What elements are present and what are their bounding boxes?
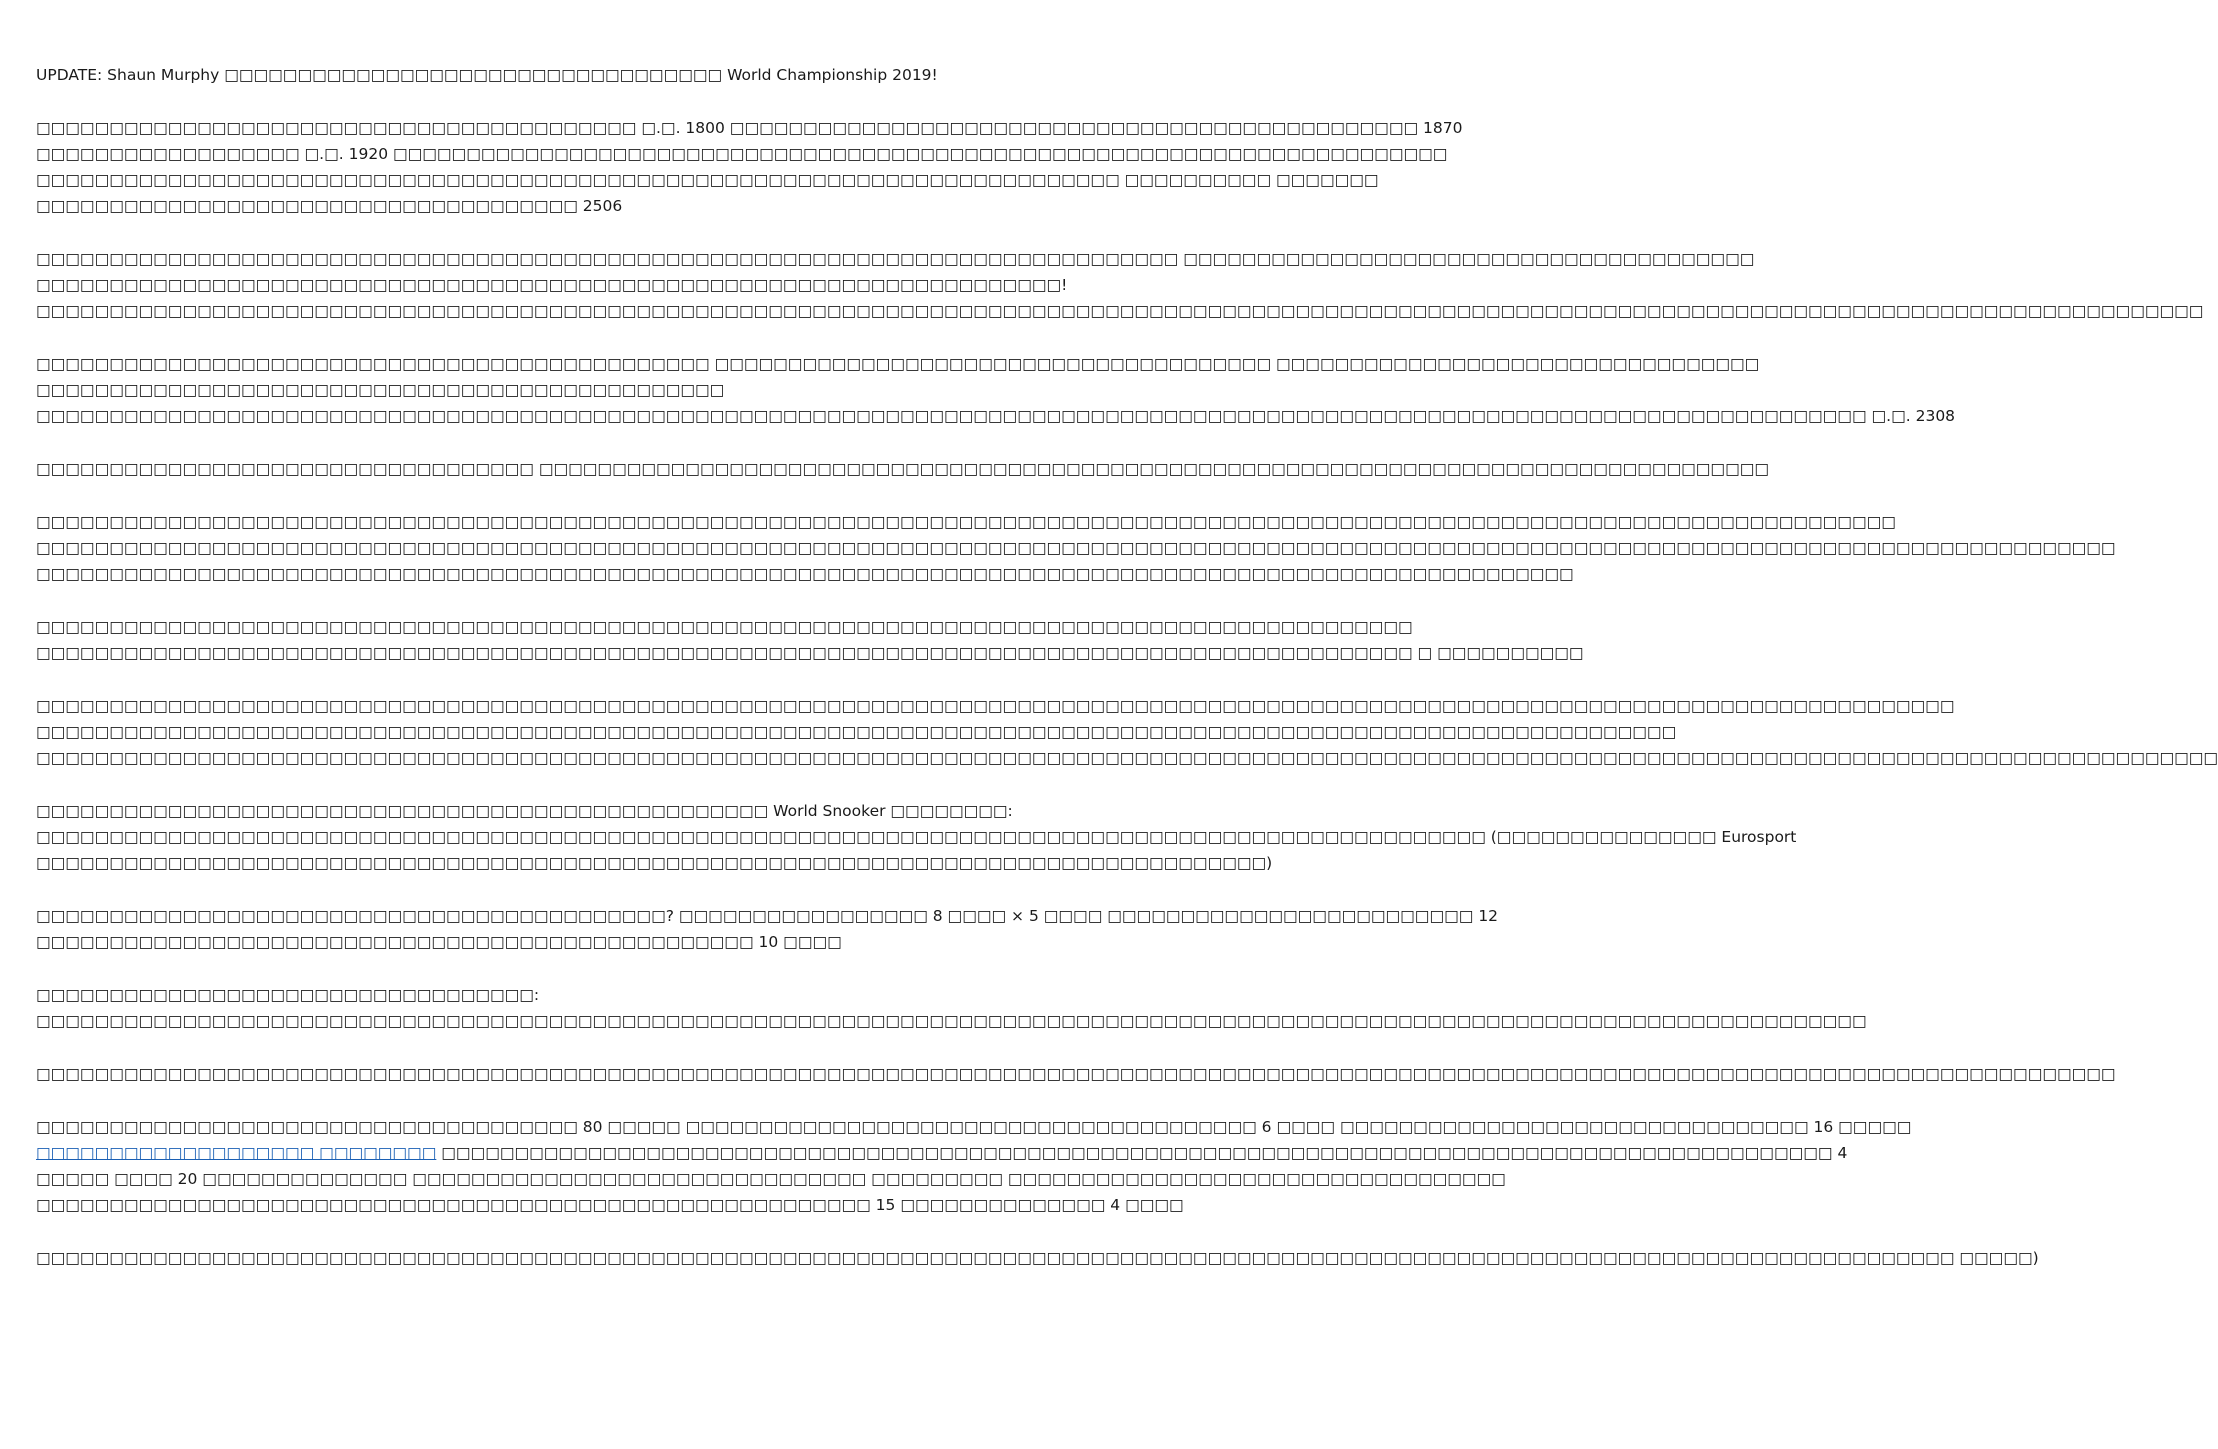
- text-line: □□□□□□□□□□□□□□□□□□□□□□□□□□□□□□□□□□□□□□□□□□□□□□□□□□□□□□□□□□□□□□□□□□□□□□□□□□ □□□□□□□□□□ □□□□□□□: [36, 171, 1379, 189]
- paragraph: [36, 246, 2204, 324]
- text-line: □□□□□□□□□□□□□□□□□□□□□□□□□□□□□□□□□□□□□□□□□□□□□□□□□□□□□□□□□□□□□□□□□□□□□□□□□□□□□□□□□□□□□□□□□□□□□□□□□□□□□□□□□□□□□□□□□□□□□□□□□□□□□: [36, 1012, 1867, 1030]
- text-line: □□□□□□□□□□□□□□□□□□□□□□□□□□□□□□□□□□□□□□□□□□□□□□□□□□□□□□□□□□□□□□□□□□□□□□□□□□□□□□□□□□□□): [36, 854, 1273, 872]
- text-segment: □□□□□ □□□□ 20 □□□□□□□□□□□□□□ □□□□□□□□□□□□□□□□□□□□□□□□□□□□□□□ □□□□□□□□□ □□□□□□□□□□□□□□□□□□□□□□□□□□□□□□□□□□: [36, 1170, 1506, 1188]
- text-segment: □□□□□□□□□□□□□□□□□□□□□□□□□□□□□□□□□□□□□ 80 □□□□□ □□□□□□□□□□□□□□□□□□□□□□□□□□□□□□□□□□□□□□□ 6 □□□□ □□□□□□□□□□□□□□□□□□□□□□□□□□□□□□□□ 16 □□□□□: [36, 1118, 1912, 1136]
- text-line: □□□□□□□□□□□□□□□□□□□□□□□□□□□□□□□□□□□□□□□□□□□□□□□□□□□□□□□□□□□□□□□□□□□□□□□□□□□□□□□□□□□□□□□□□□□□□□□□□□□□□□□□□□□□□□□□□□□□□□□□□□□□□□□: [36, 513, 1896, 531]
- text-line: □□□□□□□□□□□□□□□□□□□□□□□□□□□□□□□□□□□□□□□□□ □.□. 1800 □□□□□□□□□□□□□□□□□□□□□□□□□□□□□□□□□□□□□□□□□□□□□□□ 1870: [36, 119, 1463, 137]
- text-segment: □□□□□□□□□□□□□□□□□□□□□□□□□□□□□□□□□□□□□□□□□□□□□□□□□□□□□□□□□ 15 □□□□□□□□□□□□□□ 4 □□□□: [36, 1196, 1184, 1214]
- paragraph: [36, 1114, 1912, 1218]
- paragraph: [36, 1245, 2039, 1271]
- text-line: □□□□□□□□□□□□□□□□□□□□□□□□□□□□□□□□□□□□□□□□□□□□□□□□□□□□□□□□□□□□□□□□□□□□□□□□□□□□□□□□□□□□□□□□□□□□□□□□□□□□□□□□□□□□□□□□□□□□□□□□□□□□□□□□□□□: [36, 697, 1955, 715]
- paragraph: [36, 982, 1867, 1034]
- text-line: □□□□□□□□□□□□□□□□□□□□□□□□□□□□□□□□□□ □□□□□□□□□□□□□□□□□□□□□□□□□□□□□□□□□□□□□□□□□□□□□□□□□□□□□□□□□□□□□□□□□□□□□□□□□□□□□□□□□□□□: [36, 460, 1770, 478]
- text-line: □□□□□□□□□□□□□□□□□□□□□□□□□□□□□□□□□□□□□□□□□□□□□□□: [36, 381, 725, 399]
- text-line: UPDATE: Shaun Murphy □□□□□□□□□□□□□□□□□□□□□□□□□□□□□□□□□□ World Championship 2019!: [36, 66, 938, 84]
- text-line: □□□□□□□□□□□□□□□□□□ □.□. 1920 □□□□□□□□□□□□□□□□□□□□□□□□□□□□□□□□□□□□□□□□□□□□□□□□□□□□□□□□□□□□□□□□□□□□□□□□: [36, 145, 1448, 163]
- paragraph: [36, 903, 1499, 955]
- text-line: □□□□□□□□□□□□□□□□□□□□□□□□□□□□□□□□□□□□□□□□□□□□□□□□□□□□□□□□□□□□□□□□□□□□□□□□□□□□□□□□□□□□□□□□□□□□□□□□□□□□□□□□□□□□□□□□□□□□□□□□□□□□□□□□□□□□□□□□□□□□□□□□□□□□: [36, 302, 2204, 320]
- text-line: □□□□□□□□□□□□□□□□□□□□□□□□□□□□□□□□□□□□□□□□□□□□□□□□□□□□□□□□□□□□□□□□□□□□□□□□□□□□□□□□□□□□□□□□□□□□□□: [36, 618, 1413, 636]
- text-line: □□□□□□□□□□□□□□□□□□□□□□□□□□□□□□□□□□□□□□□□□□□□□□ □□□□□□□□□□□□□□□□□□□□□□□□□□□□□□□□□□□□□□ □□□□□□□□□□□□□□□□□□□□□□□□□□□□□□□□□: [36, 355, 1760, 373]
- paragraph: [36, 351, 1956, 429]
- text-line: □□□□□□□□□□□□□□□□□□□□□□□□□□□□□□□□□□□□□□□□□□□□□□□□□□ World Snooker □□□□□□□□:: [36, 802, 1013, 820]
- text-line: [36, 1192, 1184, 1218]
- text-line: □□□□□□□□□□□□□□□□□□□□□□□□□□□□□□□□□□□□□□□□□□□□□□□□□□□□□□□□□□□□□□□□□□□□□□□□□□□□□□□□□□□□□□□□□□□□□□□□□□□□□□□□□□□□□□□□□□□□□□□□□□□□□□□□□□□□□□□□□□□□□□: [36, 539, 2116, 557]
- text-line: □□□□□□□□□□□□□□□□□□□□□□□□□□□□□□□□□□□□□□□□□□□□□□□□□□□□□□□□□□□□□□□□□□□□□□□□□□□□□□□□□□□□□□□□□□□□□□□□□□□□□□□□□□□□□□□□□□□□□□□□□□□□□□□□□□□□□□□□□□□□□□: [36, 1065, 2116, 1083]
- text-line: [36, 1140, 1848, 1166]
- text-line: □□□□□□□□□□□□□□□□□□□□□□□□□□□□□□□□□□□□□□□□□□□□□□□□□□□□□□□□□□□□□□□□□□□□□□□□□□□□□□□□□□□□□□□□□□□□□□ □ □□□□□□□□□□: [36, 644, 1584, 662]
- paragraph: [36, 614, 1584, 666]
- text-line: □□□□□□□□□□□□□□□□□□□□□□□□□□□□□□□□□□□□□□□□□□□□□□□□□□□□□□□□□□□□□□□□□□□□□□!: [36, 276, 1068, 294]
- text-segment: □□□□□□□□□□□□□□□□□□□□□□□□□□□□□□□□□□□□□□□□□□□□□□□□□□□□□□□□□□□□□□□□□□□□□□□□□□□□□□□□□□□□□□□□□□□□□□□ 4: [436, 1144, 1848, 1162]
- paragraph: [36, 115, 1463, 219]
- text-line: □□□□□□□□□□□□□□□□□□□□□□□□□□□□□□□□□□□□□□□□□□□□□□□□□□□□□□□□□□□□□□□□□□□□□□□□□□□□□□□□□□□□□□□□□□□□□□□□□□□ (□□□□□□□□□□□□□□□ Eurosport: [36, 828, 1797, 846]
- paragraph: [36, 509, 2116, 587]
- text-line: [36, 1114, 1912, 1140]
- paragraph: [36, 693, 2218, 771]
- text-line: □□□□□□□□□□□□□□□□□□□□□□□□□□□□□□□□□□□□□□□□□□□□□□□□□□□□□□□□□□□□□□□□□□□□□□□□□□□□□□ □□□□□□□□□□□□□□□□□□□□□□□□□□□□□□□□□□□□□□□: [36, 250, 1755, 268]
- text-line: □□□□□□□□□□□□□□□□□□□□□□□□□□□□□□□□□□□□□□□□□□□□□□□□□□□□□□□□□□□□□□□□□□□□□□□□□□□□□□□□□□□□□□□□□□□□□□□□□□□□□□□□□: [36, 565, 1574, 583]
- text-line: □□□□□□□□□□□□□□□□□□□□□□□□□□□□□□□□□□□□□□□□□□□□□□□□□□□□□□□□□□□□□□□□□□□□□□□□□□□□□□□□□□□□□□□□□□□□□□□□□□□□□□□□□□□□□□□□□□□□□□□□□□□□□ □.□. 2308: [36, 407, 1956, 425]
- inline-link[interactable]: □□□□□□□□□□□□□□□□□□□ □□□□□□□□: [36, 1144, 437, 1162]
- paragraph: [36, 1061, 2116, 1087]
- text-line: [36, 1166, 1506, 1192]
- text-line: □□□□□□□□□□□□□□□□□□□□□□□□□□□□□□□□□□□□□□□□□□□□□□□□□□□□□□□□□□□□□□□□□□□□□□□□□□□□□□□□□□□□□□□□□□□□□□□□□□□□□□□□□□□□□□□□: [36, 723, 1677, 741]
- text-line: □□□□□□□□□□□□□□□□□□□□□□□□□□□□□□□□□□□□□ 2506: [36, 197, 623, 215]
- paragraph: [36, 798, 1797, 876]
- text-line: □□□□□□□□□□□□□□□□□□□□□□□□□□□□□□□□□□□□□□□□□□□? □□□□□□□□□□□□□□□□□ 8 □□□□ × 5 □□□□ □□□□□□□□□□□□□□□□□□□□□□□□□ 12: [36, 907, 1499, 925]
- text-line: □□□□□□□□□□□□□□□□□□□□□□□□□□□□□□□□□□:: [36, 986, 540, 1004]
- paragraph: [36, 456, 1770, 482]
- text-line: □□□□□□□□□□□□□□□□□□□□□□□□□□□□□□□□□□□□□□□□□□□□□□□□□□□□□□□□□□□□□□□□□□□□□□□□□□□□□□□□□□□□□□□□□□□□□□□□□□□□□□□□□□□□□□□□□□□□□□□□□□□□□□□□□□□ □□□□□): [36, 1249, 2039, 1267]
- paragraph: [36, 62, 988, 88]
- text-line: □□□□□□□□□□□□□□□□□□□□□□□□□□□□□□□□□□□□□□□□□□□□□□□□□ 10 □□□□: [36, 933, 842, 951]
- text-line: □□□□□□□□□□□□□□□□□□□□□□□□□□□□□□□□□□□□□□□□□□□□□□□□□□□□□□□□□□□□□□□□□□□□□□□□□□□□□□□□□□□□□□□□□□□□□□□□□□□□□□□□□□□□□□□□□□□□□□□□□□□□□□□□□□□□□□□□□□□□□□□□□□□□□: [36, 749, 2218, 767]
- article-body: [36, 62, 2218, 1298]
